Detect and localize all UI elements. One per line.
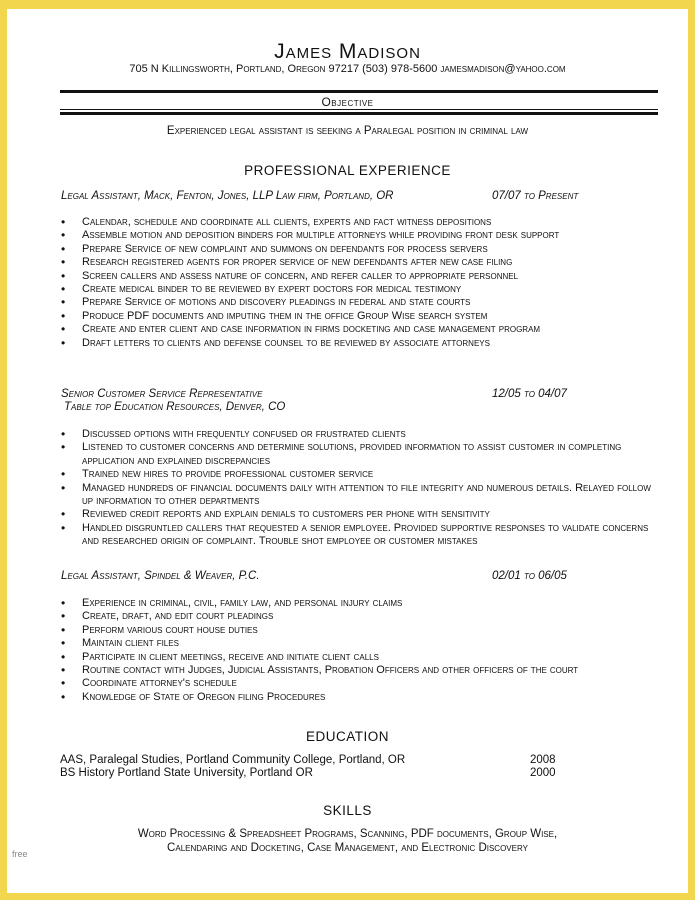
objective-rule-mid [60,109,658,110]
education-row [60,767,580,780]
list-item: • Create medical binder to be reviewed by expert doctors for medical testimony [60,283,660,296]
list-item: • Prepare Service of motions and discovery pleadings in federal and state courts [60,296,660,309]
objective-rule-bottom [60,112,658,115]
objective-text: Experienced legal assistant is seeking a Paralegal position in criminal law [166,125,529,137]
list-item: • Handled disgruntled callers that requested a senior employee. Provided supportive responses to validate concerns and researched origin of complaint. Trouble shot employee or customer mistakes [60,522,660,549]
job-2-bullets [60,428,660,549]
list-item: • Maintain client files [60,637,660,650]
list-item: • Create and enter client and case information in firms docketing and case management program [60,323,660,336]
job-2-subtitle: Table top Education Resources, Denver, CO [64,401,286,413]
job-3-dates: 02/01 to 06/05 [492,570,567,582]
list-item: • Research registered agents for proper service of new defendants after new case filing [60,256,660,269]
job-3-bullets [60,597,660,704]
job-2-title: Senior Customer Service Representative [61,388,263,400]
resume-page [7,9,688,893]
list-item: • Reviewed credit reports and explain denials to customers per phone with sensitivity [60,508,660,521]
list-item: • Create, draft, and edit court pleadings [60,610,660,623]
list-item: • Experience in criminal, civil, family law, and personal injury claims [60,597,660,610]
list-item: • Listened to customer concerns and determine solutions, provided information to assist customer in completing application and explained discrepancies [60,441,660,468]
list-item: • Prepare Service of new complaint and summons on defendants for process servers [60,243,660,256]
list-item: • Routine contact with Judges, Judicial Assistants, Probation Officers and other officers of the court [60,664,660,677]
skills-line-1: Word Processing & Spreadsheet Programs, Scanning, PDF documents, Group Wise, [137,828,558,840]
education-year: 2000 [530,767,556,779]
education-heading: EDUCATION [305,729,389,744]
list-item: • Screen callers and assess nature of concern, and refer caller to appropriate personnel [60,270,660,283]
list-item: • Perform various court house duties [60,624,660,637]
education-row [60,754,580,767]
watermark-text: free [12,849,28,859]
objective-heading: Objective [321,95,374,109]
list-item: • Draft letters to clients and defense counsel to be reviewed by associate attorneys [60,337,660,350]
list-item: • Knowledge of State of Oregon filing Procedures [60,691,660,704]
job-3-title: Legal Assistant, Spindel & Weaver, P.C. [61,570,260,582]
skills-line-2: Calendaring and Docketing, Case Management, and Electronic Discovery [167,842,528,854]
list-item: • Produce PDF documents and imputing them in the office Group Wise search system [60,310,660,323]
job-2-dates: 12/05 to 04/07 [492,388,567,400]
contact-line: 705 N Killingsworth, Portland, Oregon 97217 (503) 978-5600 jamesmadison@yahoo.com [129,63,566,75]
list-item: • Participate in client meetings, receive and initiate client calls [60,651,660,664]
experience-heading: PROFESSIONAL EXPERIENCE [244,163,451,178]
skills-text [7,827,688,855]
objective-rule-top [60,90,658,93]
skills-heading: SKILLS [323,803,372,818]
list-item: • Assemble motion and deposition binders for multiple attorneys while providing front desk support [60,229,660,242]
education-degree: AAS, Paralegal Studies, Portland Community College, Portland, OR [60,754,406,766]
job-1-bullets [60,216,660,350]
list-item: • Coordinate attorney's schedule [60,677,660,690]
education-year: 2008 [530,754,556,766]
candidate-name: James Madison [274,40,421,63]
education-degree: BS History Portland State University, Portland OR [60,767,313,779]
list-item: • Discussed options with frequently confused or frustrated clients [60,428,660,441]
list-item: • Managed hundreds of financial documents daily with attention to file integrity and numerous details. Relayed follow up information to other departments [60,482,660,509]
education-list [60,754,580,780]
list-item: • Trained new hires to provide professional customer service [60,468,660,481]
job-1-title: Legal Assistant, Mack, Fenton, Jones, LLP Law firm, Portland, OR [61,190,394,202]
list-item: • Calendar, schedule and coordinate all clients, experts and fact witness depositions [60,216,660,229]
job-1-dates: 07/07 to Present [492,190,579,202]
